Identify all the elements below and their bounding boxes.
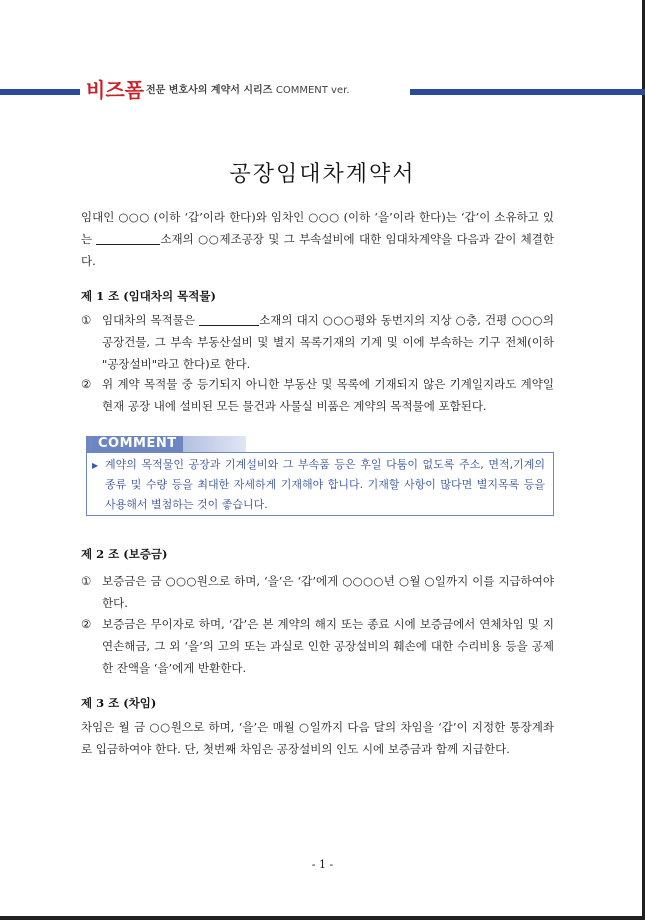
- article-3-text: 차임은 월 금 ○○원으로 하며, ‘을’은 매월 ○일까지 다음 달의 차임을 ‘갑’이 지정한 통장계좌로 입금하여야 한다. 단, 첫번째 차임은 공장설비의 인도 시에 보증금과 함께 지급한다.: [81, 720, 554, 756]
- header-bar-right: [410, 89, 645, 95]
- intro-text-2: 소재의 ○○제조공장 및 그 부속설비에 대한 임대차계약을 다음과 같이 체결한다.: [81, 232, 554, 268]
- item-number: ②: [81, 617, 92, 631]
- triangle-bullet-icon: ▶: [92, 461, 99, 470]
- article-1-title: 제 1 조 (임대차의 목적물): [81, 289, 216, 303]
- page-header: [0, 78, 645, 102]
- address-blank: [199, 313, 259, 326]
- item-text: 위 계약 목적물 중 등기되지 아니한 부동산 및 목록에 기재되지 않은 기계일지라도 계약일 현재 공장 내에 설비된 모든 물건과 사물실 비품은 계약의 목적물에 포함된다.: [102, 377, 554, 413]
- brand-logo: 비즈폼: [86, 78, 144, 102]
- version-label: COMMENT ver.: [275, 85, 350, 96]
- item-text-part-1: 임대차의 목적물은: [102, 313, 200, 327]
- item-text: 보증금은 무이자로 하며, ‘갑’은 본 계약의 해지 또는 종료 시에 보증금에서 연체차임 및 지연손해금, 그 외 ‘을’의 고의 또는 과실로 인한 공장설비의 훼손에 대한 수리비용 등을 공제한 잔액을 ‘을’에게 반환한다.: [102, 617, 554, 675]
- comment-box: [86, 436, 554, 516]
- item-number: ①: [81, 574, 92, 588]
- article-2-item-2: [81, 613, 554, 679]
- intro-paragraph: [81, 206, 554, 272]
- item-number: ①: [81, 313, 92, 327]
- article-1-item-1: [81, 309, 554, 375]
- article-1-item-2: [81, 373, 554, 417]
- item-number: ②: [81, 377, 92, 391]
- document-title: 공장임대차계약서: [229, 162, 416, 187]
- series-label: 전문 변호사의 계약서 시리즈: [146, 85, 273, 96]
- article-2-item-1: [81, 570, 554, 614]
- comment-content-box: [86, 452, 554, 516]
- comment-label: COMMENT: [92, 436, 183, 452]
- address-blank: [96, 232, 160, 245]
- intro-text-1: 임대인 ○○○ (이하 ‘갑’이라 한다)와 임차인 ○○○ (이하 ‘을’이라 한다)는 ‘갑’이 소유하고 있는: [81, 210, 554, 246]
- comment-text: 계약의 목적물인 공장과 기계설비와 그 부속품 등은 후일 다툼이 없도록 주소, 면적,기계의 종류 및 수량 등을 최대한 자세하게 기재해야 합니다. 기재할 사항이 많다면 별지목록 등을 사용해서 별첨하는 것이 좋습니다.: [105, 458, 545, 511]
- item-text-part-2: 소재의 대지 ○○○평와 동번지의 지상 ○층, 건평 ○○○의 공장건물, 그 부속 부동산설비 및 별지 목록기재의 기계 및 이에 부속하는 기구 전체(이하 "공장설비"라고 한다)로 한다.: [102, 313, 554, 371]
- item-text: [102, 309, 554, 375]
- item-text: 보증금은 금 ○○○원으로 하며, ‘을’은 ‘갑’에게 ○○○○년 ○월 ○일까지 이를 지급하여야 한다.: [102, 574, 554, 610]
- page-number: - 1 -: [311, 858, 334, 871]
- article-3-title: 제 3 조 (차임): [81, 696, 157, 710]
- page-frame-bottom: [0, 916, 645, 920]
- series-title: [146, 84, 350, 98]
- header-bar-left: [0, 89, 80, 95]
- article-2-title: 제 2 조 (보증금): [81, 547, 168, 561]
